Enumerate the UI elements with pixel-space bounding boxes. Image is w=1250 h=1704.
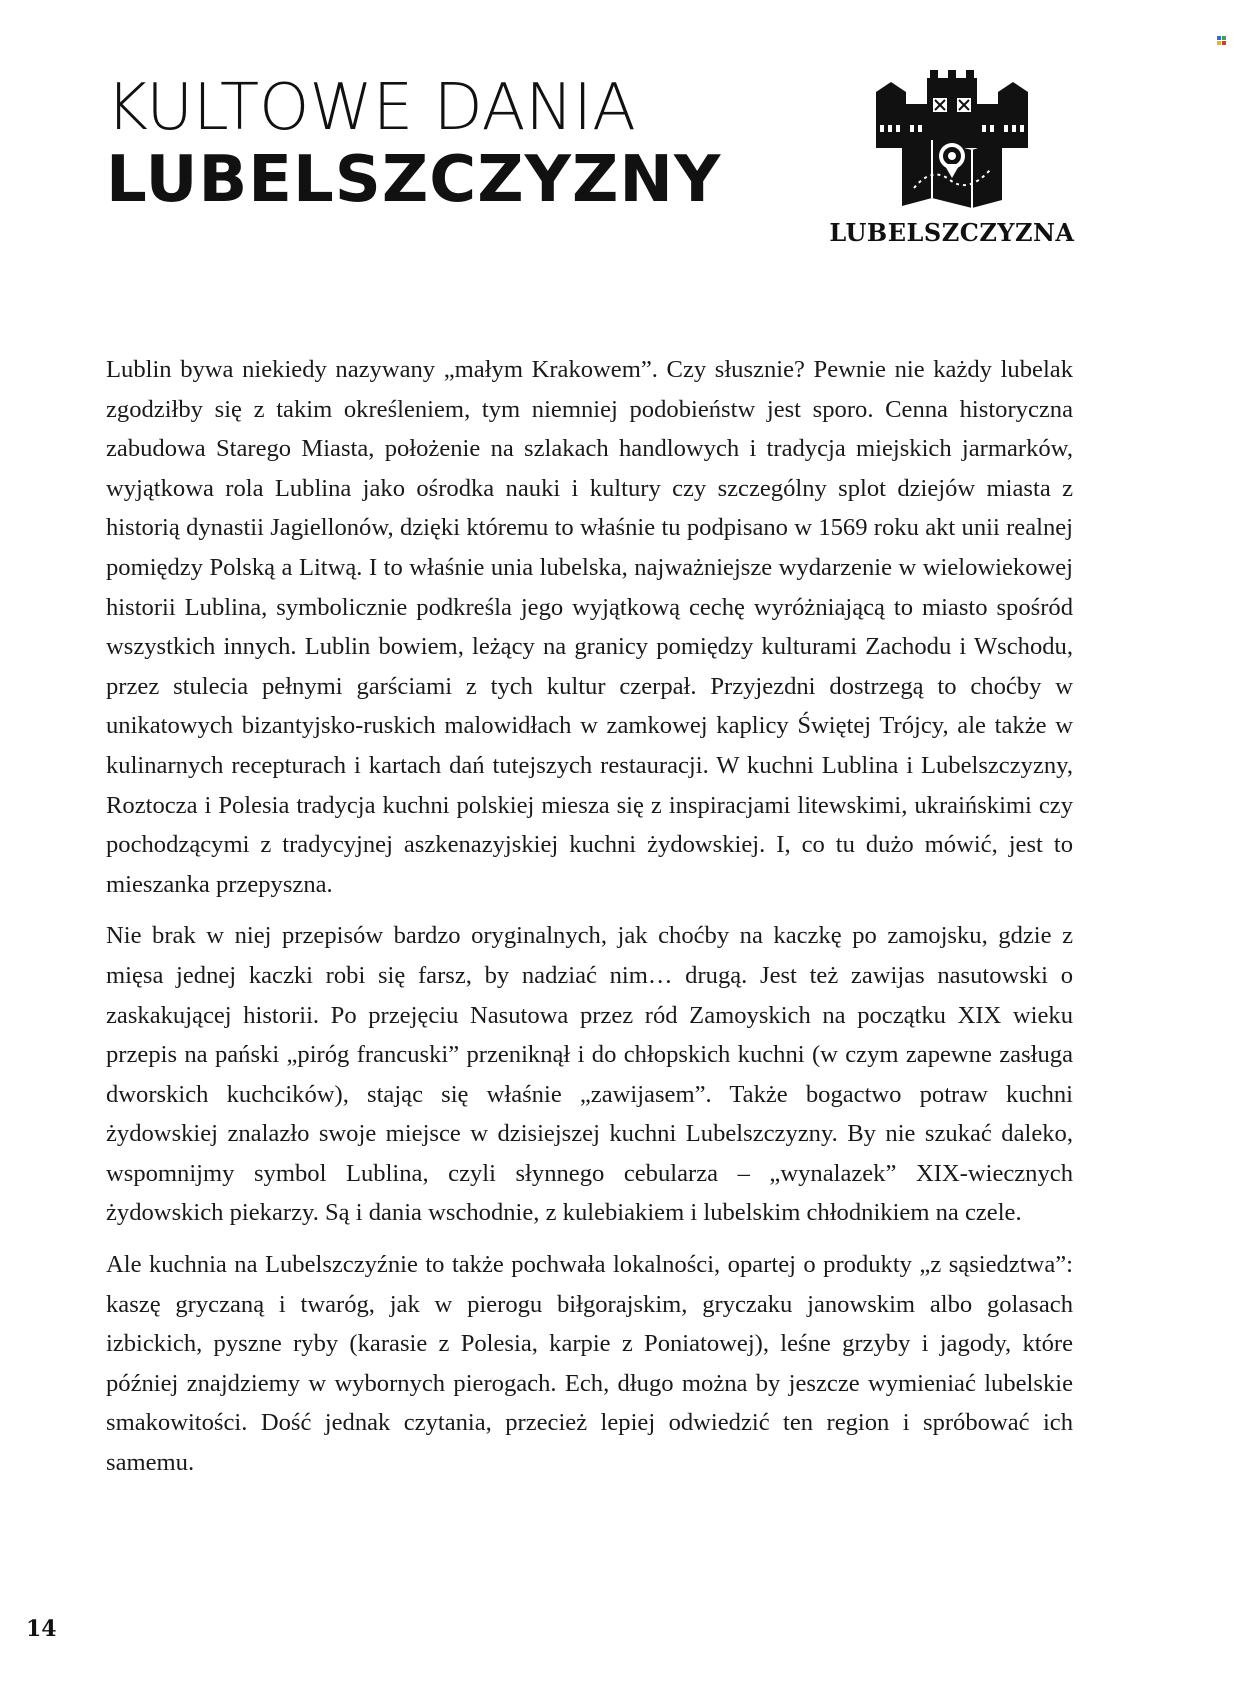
paragraph-3: Ale kuchnia na Lubelszczyźnie to także pochwała lokalności, opartej o produkty „z sąsiedztwa”: kaszę gryczaną i twaróg, jak w pierogu biłgorajskim, gryczaku janowskim albo golasach izbickich, pyszne ryby (karasie z Polesia, karpie z Poniatowej), leśne grzyby i jagody, które później znajdziemy w wybornych pierogach. Ech, długo można by jeszcze wymieniać lubelskie smakowitości. Dość jednak czytania, przecież lepiej odwiedzić ten region i spróbować ich samemu. [106,1251,1073,1477]
page-number: 14 [26,1616,57,1642]
page-title-line2: LUBELSZCZYZNY [106,143,722,217]
paragraph-1: Lublin bywa niekiedy nazywany „małym Krakowem”. Czy słusznie? Pewnie nie każdy lubelak zgodziłby się z takim określeniem, tym niemniej podobieństw jest sporo. Cenna historyczna zabudowa Starego Miasta, położenie na szlakach handlowych i tradycja miejskich jarmarków, wyjątkowa rola Lublina jako ośrodka nauki i kultury czy szczególny splot dziejów miasta z historią dynastii Jagiellonów, dzięki któremu to właśnie tu podpisano w 1569 roku akt unii realnej pomiędzy Polską a Litwą. I to właśnie unia lubelska, najważniejsze wydarzenie w wielowiekowej historii Lublina, symbolicznie podkreśla jego wyjątkową cechę wyróżniającą to miasto spośród wszystkich innych. Lublin bowiem, leżący na granicy pomiędzy kulturami Zachodu i Wschodu, przez stulecia pełnymi garściami z tych kultur czerpał. Przyjezdni dostrzegą to choćby w unikatowych bizantyjsko-ruskich malowidłach w zamkowej kaplicy Świętej Trójcy, ale także w kulinarnych recepturach i kartach dań tutejszych restauracji. W kuchni Lublina i Lubelszczyzny, Roztocza i Polesia tradycja kuchni polskiej miesza się z inspiracjami litewskimi, ukraińskimi czy pochodzącymi z tradycyjnej aszkenazyjskiej kuchni żydowskiej. I, co tu dużo mówić, jest to mieszanka przepyszna. [106,356,1073,898]
region-logo-text: LUBELSZCZYZNA [829,218,1075,247]
article-body [106,350,1073,1495]
corner-color-mark [1217,33,1227,43]
region-logo [822,70,1082,250]
lublin-castle-map-icon [872,70,1032,210]
page-title [106,72,721,216]
paragraph-2: Nie brak w niej przepisów bardzo oryginalnych, jak choćby na kaczkę po zamojsku, gdzie z mięsa jednej kaczki robi się farsz, by nadziać nim… drugą. Jest też zawijas nasutowski o zaskakującej historii. Po przejęciu Nasutowa przez ród Zamoyskich na początku XIX wieku przepis na pański „piróg francuski” przeniknął i do chłopskich kuchni (w czym zapewne zasługa dworskich kuchcików), stając się właśnie „zawijasem”. Także bogactwo potraw kuchni żydowskiej znalazło swoje miejsce w dzisiejszej kuchni Lubelszczyzny. By nie szukać daleko, wspomnijmy symbol Lublina, czyli słynnego cebularza – „wynalazek” XIX-wiecznych żydowskich piekarzy. Są i dania wschodnie, z kulebiakiem i lubelskim chłodnikiem na czele. [106,922,1073,1227]
page-title-line1: KULTOWE DANIA [106,71,636,145]
